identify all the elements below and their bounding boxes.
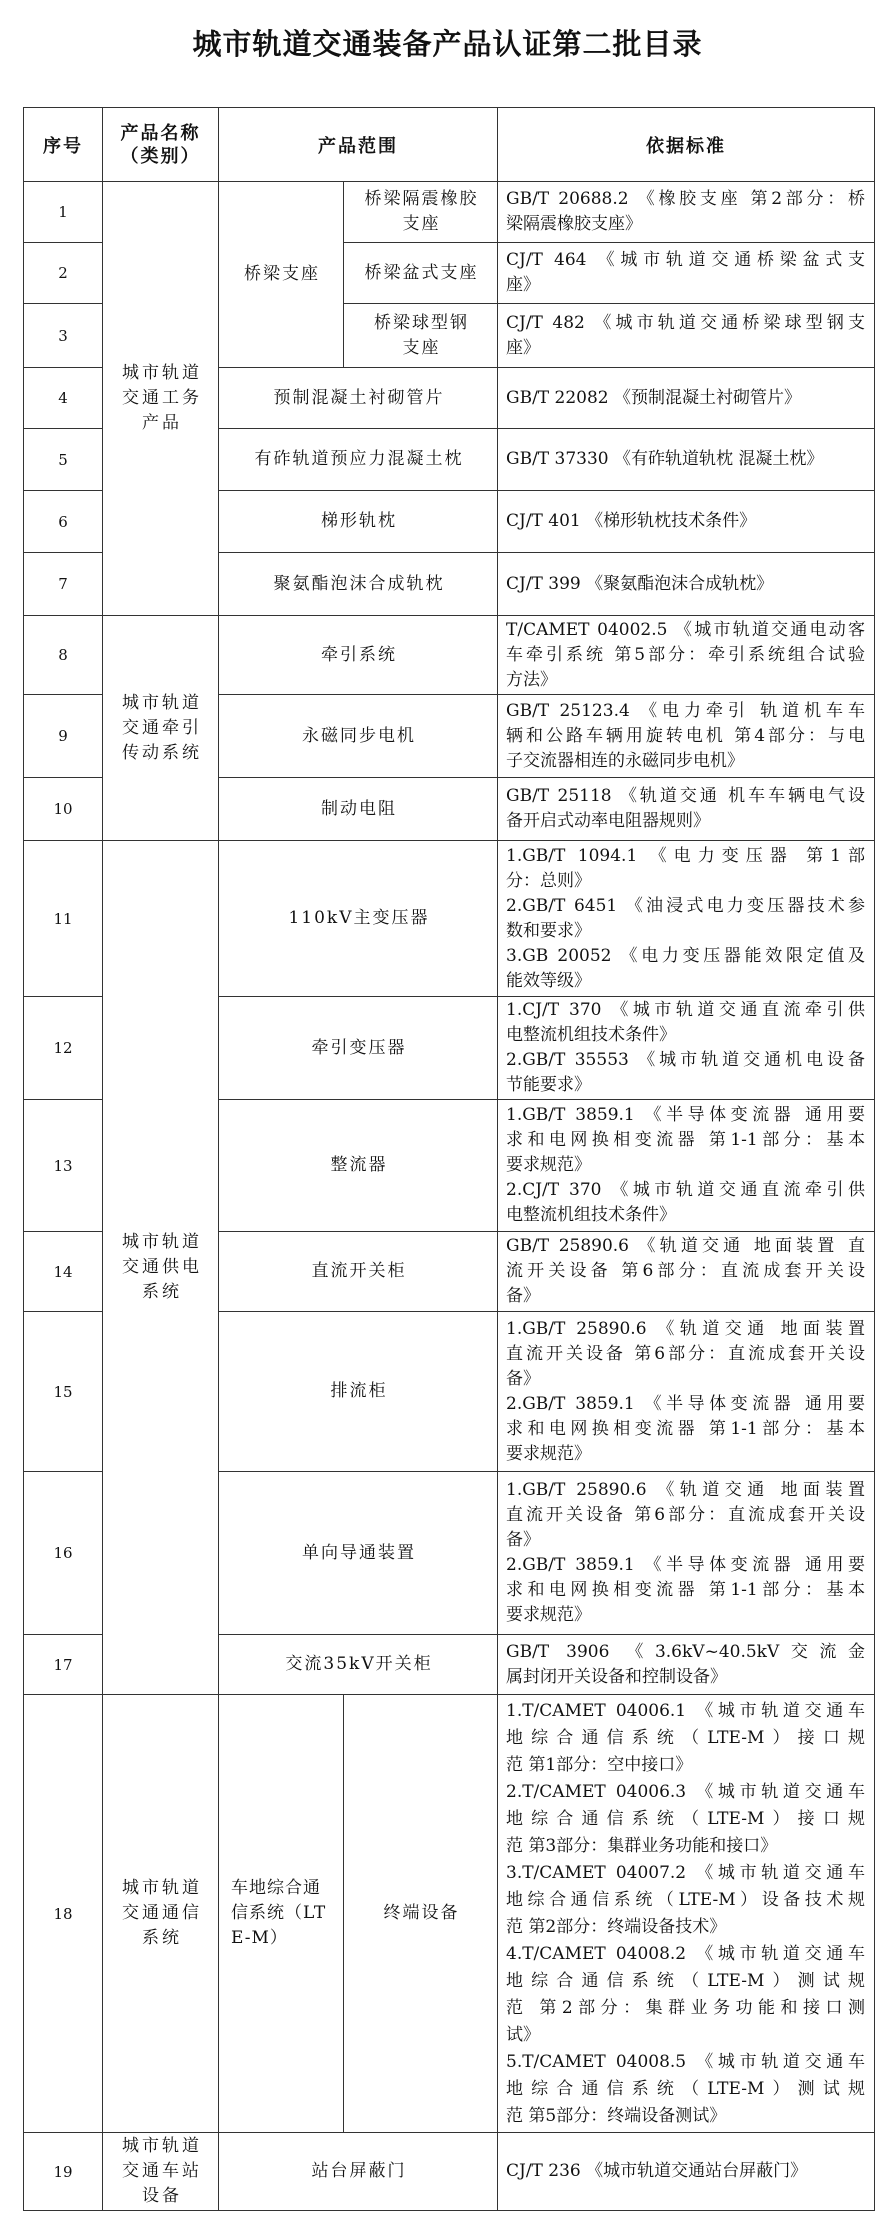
text-line: 交通通信 <box>122 1903 202 1923</box>
text-line: 永磁同步电机 <box>302 725 416 746</box>
text-line: 1.T/CAMET 04006.1 《城市轨道交通车 <box>506 1700 865 1721</box>
standard-entry <box>506 1048 865 1098</box>
standard-entry <box>506 2159 865 2184</box>
text-line: 电整流机组技术条件》 <box>506 1025 676 1045</box>
text-line: 备开启式动率电阻器规则》 <box>506 811 710 831</box>
row-number: 11 <box>24 841 103 997</box>
text-line: 排流柜 <box>330 1381 388 1401</box>
standard-cell <box>498 778 875 841</box>
text-line: 城市轨道 <box>122 692 202 713</box>
row-number: 15 <box>24 1312 103 1472</box>
row-number: 7 <box>24 553 103 616</box>
text-line: 110kV主变压器 <box>288 908 430 928</box>
category-cell <box>103 182 219 616</box>
text-line: 直流开关柜 <box>311 1261 407 1281</box>
text-line: 牵引变压器 <box>311 1037 407 1058</box>
category-cell <box>103 2133 219 2211</box>
text-line: 求和电网换相变流器 第1-1部分：基本 <box>506 1130 865 1150</box>
standard-entry <box>506 1779 865 1860</box>
text-line: GB/T 3906 《3.6kV~40.5kV交流金 <box>506 1641 865 1662</box>
product-scope-cell <box>219 1312 498 1472</box>
text-line: GB/T 22082 《预制混凝土衬砌管片》 <box>506 387 802 408</box>
row-number: 14 <box>24 1232 103 1312</box>
standard-cell <box>498 616 875 695</box>
text-line: 交流35kV开关柜 <box>285 1654 433 1674</box>
row-number: 8 <box>24 616 103 695</box>
product-subscope-cell <box>344 304 498 368</box>
product-scope-cell <box>219 491 498 553</box>
product-scope-cell <box>219 2133 498 2211</box>
text-line: 2.CJ/T 370 《城市轨道交通直流牵引供 <box>506 1180 865 1200</box>
row-number: 17 <box>24 1635 103 1695</box>
text-line: CJ/T 399 《聚氨酯泡沫合成轨枕》 <box>506 573 774 594</box>
category-cell <box>103 841 219 1695</box>
standard-cell <box>498 491 875 553</box>
page-title: 城市轨道交通装备产品认证第二批目录 <box>192 27 703 61</box>
text-line: 3.T/CAMET 04007.2 《城市轨道交通车 <box>506 1862 865 1883</box>
text-line: 城市轨道 <box>122 363 202 383</box>
category-cell <box>103 616 219 841</box>
table-row <box>24 2133 875 2211</box>
text-line: 地综合通信系统（LTE-M）测试规 <box>506 2078 865 2099</box>
text-line: CJ/T 236 《城市轨道交通站台屏蔽门》 <box>506 2161 808 2181</box>
standard-entry <box>506 699 865 774</box>
product-subscope-cell <box>344 243 498 304</box>
text-line: GB/T 37330 《有砟轨道轨枕 混凝土枕》 <box>506 449 824 469</box>
standard-entry <box>506 311 865 361</box>
product-scope-cell <box>219 1232 498 1312</box>
text-line: 地综合通信系统（LTE-M）测试规 <box>506 1970 865 1991</box>
standard-cell <box>498 1312 875 1472</box>
text-line: 桥梁支座 <box>244 264 320 284</box>
standard-cell <box>498 997 875 1100</box>
standard-entry <box>506 998 865 1048</box>
catalog-table <box>23 107 875 2211</box>
row-number: 10 <box>24 778 103 841</box>
row-number: 16 <box>24 1472 103 1635</box>
standard-cell <box>498 1100 875 1232</box>
standard-entry <box>506 1941 865 2049</box>
text-line: 直流开关设备 第6部分：直流成套开关设 <box>506 1505 865 1525</box>
text-line: 分：总则》 <box>506 870 591 891</box>
text-line: 3.GB 20052 《电力变压器能效限定值及 <box>506 945 865 966</box>
text-line: CJ/T 401 《梯形轨枕技术条件》 <box>506 511 757 531</box>
text-line: 支座 <box>402 337 441 358</box>
text-line: 求和电网换相变流器 第1-1部分：基本 <box>506 1580 865 1600</box>
standard-entry <box>506 1698 865 1779</box>
standard-entry <box>506 572 865 597</box>
text-line: 桥梁隔震橡胶 <box>364 189 479 209</box>
text-line: 信系统（LT <box>231 1903 327 1923</box>
standard-cell <box>498 1635 875 1695</box>
text-line: 有砟轨道预应力混凝土枕 <box>254 449 464 469</box>
product-scope-cell <box>219 997 498 1100</box>
table-body <box>24 182 875 2211</box>
text-line: 产品 <box>142 413 182 433</box>
text-line: GB/T 25890.6 《轨道交通 地面装置 直 <box>506 1236 865 1256</box>
standard-entry <box>506 1317 865 1392</box>
text-line: 设备 <box>142 2186 182 2206</box>
text-line: 牵引系统 <box>321 644 397 665</box>
text-line: 产品名称 <box>120 122 201 144</box>
text-line: 范 第5部分：终端设备测试》 <box>506 2105 727 2126</box>
table-row <box>24 616 875 695</box>
header-row <box>24 108 875 182</box>
standard-entry <box>506 944 865 994</box>
text-line: 电整流机组技术条件》 <box>506 1205 676 1225</box>
text-line: 方法》 <box>506 669 557 690</box>
standard-cell <box>498 841 875 997</box>
product-scope-cell <box>219 616 498 695</box>
product-subscope-cell <box>344 182 498 243</box>
text-line: 2.GB/T 3859.1 《半导体变流器 通用要 <box>506 1393 865 1414</box>
product-scope-cell <box>219 368 498 429</box>
text-line: 范 第3部分：集群业务功能和接口》 <box>506 1835 778 1856</box>
text-line: 范 第2部分：终端设备技术》 <box>506 1916 727 1937</box>
standard-entry <box>506 187 865 237</box>
text-line: 交通供电 <box>122 1257 202 1277</box>
text-line: 1.CJ/T 370 《城市轨道交通直流牵引供 <box>506 1000 865 1020</box>
text-line: 1.GB/T 3859.1 《半导体变流器 通用要 <box>506 1105 865 1125</box>
header-category <box>103 108 219 182</box>
text-line: 范 第2部分：集群业务功能和接口测 <box>506 1997 865 2018</box>
standard-entry <box>506 784 865 834</box>
text-line: 子交流器相连的永磁同步电机》 <box>506 750 744 771</box>
standard-entry <box>506 894 865 944</box>
standard-entry <box>506 2049 865 2130</box>
text-line: 系统 <box>142 1928 182 1948</box>
text-line: 传动系统 <box>122 742 202 763</box>
product-scope-cell <box>219 695 498 778</box>
standard-entry <box>506 844 865 894</box>
standard-cell <box>498 695 875 778</box>
text-line: 座》 <box>506 275 540 295</box>
text-line: 2.T/CAMET 04006.3 《城市轨道交通车 <box>506 1781 865 1802</box>
text-line: 数和要求》 <box>506 920 591 941</box>
text-line: 预制混凝土衬砌管片 <box>273 387 445 408</box>
header-scope: 产品范围 <box>219 108 498 182</box>
text-line: 整流器 <box>330 1155 388 1175</box>
text-line: 交通牵引 <box>122 717 202 738</box>
standard-entry <box>506 1478 865 1553</box>
text-line: 辆和公路车辆用旋转电机 第4部分：与电 <box>506 725 865 746</box>
row-number: 1 <box>24 182 103 243</box>
product-scope-cell <box>219 553 498 616</box>
product-scope-cell <box>219 429 498 491</box>
header-no: 序号 <box>24 108 103 182</box>
standard-entry <box>506 509 865 534</box>
text-line: CJ/T 464 《城市轨道交通桥梁盆式支 <box>506 250 865 270</box>
standard-entry <box>506 618 865 693</box>
row-number: 4 <box>24 368 103 429</box>
text-line: T/CAMET 04002.5 《城市轨道交通电动客 <box>506 619 865 640</box>
standard-entry <box>506 1234 865 1309</box>
text-line: 制动电阻 <box>321 798 397 819</box>
text-line: 梯形轨枕 <box>321 511 397 531</box>
row-number: 18 <box>24 1695 103 2133</box>
standard-cell <box>498 1232 875 1312</box>
text-line: 2.GB/T 6451 《油浸式电力变压器技术参 <box>506 895 865 916</box>
text-line: GB/T 25118 《轨道交通 机车车辆电气设 <box>506 786 865 806</box>
text-line: 1.GB/T 1094.1 《电力变压器 第1部 <box>506 845 865 866</box>
product-scope-cell <box>219 1472 498 1635</box>
standard-cell <box>498 429 875 491</box>
text-line: 地综合通信系统（LTE-M）接口规 <box>506 1808 865 1829</box>
standard-entry <box>506 1640 865 1690</box>
row-number: 12 <box>24 997 103 1100</box>
text-line: 车牵引系统 第5部分：牵引系统组合试验 <box>506 644 865 665</box>
text-line: 地综合通信系统（LTE-M）接口规 <box>506 1727 865 1748</box>
text-line: GB/T 25123.4 《电力牵引 轨道机车车 <box>506 700 865 721</box>
text-line: GB/T 20688.2 《橡胶支座 第2部分：桥 <box>506 189 865 209</box>
text-line: E-M） <box>231 1928 288 1948</box>
standard-entry <box>506 1392 865 1467</box>
text-line: 要求规范》 <box>506 1605 591 1625</box>
text-line: 城市轨道 <box>122 1878 202 1898</box>
text-line: 桥梁球型钢 <box>374 312 469 333</box>
text-line: 直流开关设备 第6部分：直流成套开关设 <box>506 1343 865 1364</box>
row-number: 13 <box>24 1100 103 1232</box>
standard-cell <box>498 1695 875 2133</box>
row-number: 2 <box>24 243 103 304</box>
text-line: 终端设备 <box>383 1903 460 1923</box>
row-number: 3 <box>24 304 103 368</box>
text-line: 备》 <box>506 1286 540 1306</box>
product-scope-cell <box>219 1695 344 2133</box>
standard-cell <box>498 243 875 304</box>
text-line: 备》 <box>506 1530 540 1550</box>
text-line: 范 第1部分：空中接口》 <box>506 1754 693 1775</box>
text-line: 试》 <box>506 2024 540 2045</box>
text-line: 能效等级》 <box>506 970 591 991</box>
text-line: 城市轨道 <box>122 1232 202 1252</box>
header-standard: 依据标准 <box>498 108 875 182</box>
text-line: 支座 <box>402 214 441 234</box>
table-row <box>24 1695 875 2133</box>
standard-entry <box>506 1553 865 1628</box>
product-scope-cell <box>219 1635 498 1695</box>
text-line: 聚氨酯泡沫合成轨枕 <box>273 573 445 594</box>
text-line: 座》 <box>506 337 540 358</box>
text-line: 城市轨道 <box>122 2136 202 2156</box>
row-number: 6 <box>24 491 103 553</box>
text-line: 桥梁盆式支座 <box>364 262 479 283</box>
product-scope-cell <box>219 841 498 997</box>
text-line: 交通车站 <box>122 2161 202 2181</box>
product-scope-cell <box>219 1100 498 1232</box>
table-row <box>24 182 875 243</box>
text-line: 单向导通装置 <box>302 1542 416 1563</box>
standard-cell <box>498 368 875 429</box>
row-number: 5 <box>24 429 103 491</box>
standard-cell <box>498 304 875 368</box>
text-line: 属封闭开关设备和控制设备》 <box>506 1666 727 1687</box>
standard-entry <box>506 248 865 298</box>
standard-entry <box>506 447 865 472</box>
row-number: 19 <box>24 2133 103 2211</box>
text-line: 节能要求》 <box>506 1075 591 1095</box>
product-scope-cell <box>219 778 498 841</box>
text-line: 1.GB/T 25890.6 《轨道交通 地面装置 <box>506 1480 865 1500</box>
text-line: 要求规范》 <box>506 1155 591 1175</box>
text-line: 2.GB/T 35553 《城市轨道交通机电设备 <box>506 1050 865 1070</box>
text-line: 流开关设备 第6部分：直流成套开关设 <box>506 1261 865 1281</box>
text-line: 要求规范》 <box>506 1443 591 1464</box>
text-line: 5.T/CAMET 04008.5 《城市轨道交通车 <box>506 2051 865 2072</box>
text-line: CJ/T 482 《城市轨道交通桥梁球型钢支 <box>506 312 865 333</box>
standard-entry <box>506 1178 865 1228</box>
text-line: 车地综合通 <box>231 1878 321 1898</box>
standard-cell <box>498 2133 875 2211</box>
text-line: 系统 <box>142 1282 182 1302</box>
text-line: 梁隔震橡胶支座》 <box>506 214 642 234</box>
row-number: 9 <box>24 695 103 778</box>
standard-cell <box>498 1472 875 1635</box>
text-line: 4.T/CAMET 04008.2 《城市轨道交通车 <box>506 1943 865 1964</box>
category-cell <box>103 1695 219 2133</box>
text-line: 备》 <box>506 1368 540 1389</box>
text-line: 1.GB/T 25890.6 《轨道交通 地面装置 <box>506 1318 865 1339</box>
text-line: 求和电网换相变流器 第1-1部分：基本 <box>506 1418 865 1439</box>
standard-entry <box>506 1860 865 1941</box>
standard-cell <box>498 553 875 616</box>
product-subscope-cell <box>344 1695 498 2133</box>
text-line: 交通工务 <box>122 388 202 408</box>
text-line: （类别） <box>120 145 201 167</box>
text-line: 2.GB/T 3859.1 《半导体变流器 通用要 <box>506 1555 865 1575</box>
text-line: 站台屏蔽门 <box>311 2161 407 2181</box>
standard-cell <box>498 182 875 243</box>
product-scope-cell <box>219 182 344 368</box>
standard-entry <box>506 386 865 411</box>
table-row <box>24 841 875 997</box>
standard-entry <box>506 1103 865 1178</box>
text-line: 地综合通信系统（LTE-M）设备技术规 <box>506 1889 865 1910</box>
